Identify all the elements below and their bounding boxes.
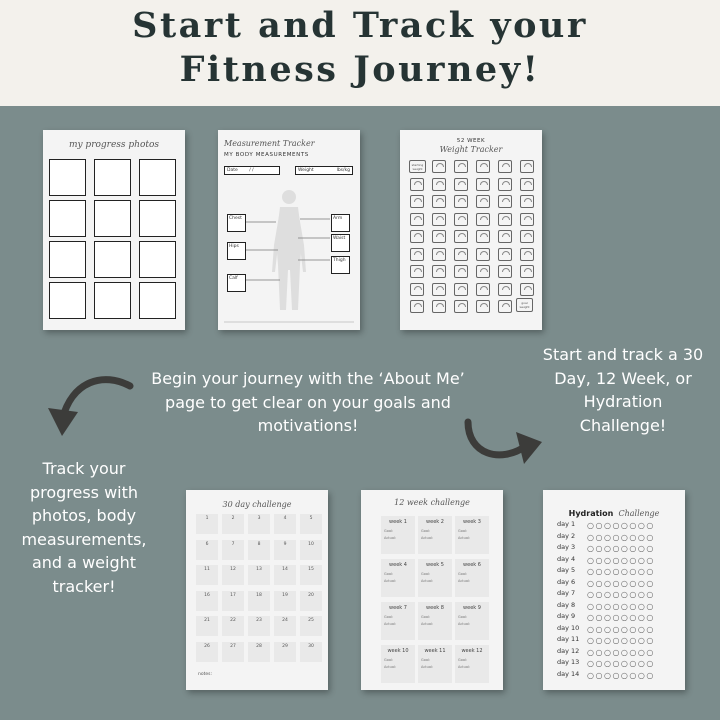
photo-frame [94, 159, 131, 196]
hydration-title-script: Challenge [618, 509, 660, 518]
hydration-day-label: day 4 [557, 554, 576, 563]
week-label: week 1 [389, 519, 407, 525]
photo-frame [139, 159, 176, 196]
photo-frame [94, 241, 131, 278]
curved-arrow-left-icon [44, 372, 144, 442]
day-cell: 26 [196, 642, 218, 662]
day-cell: 27 [222, 642, 244, 662]
day-cell: 22 [222, 616, 244, 636]
water-drops-icon: ○○○○○○○○ [587, 578, 655, 588]
hydration-row [557, 624, 682, 635]
goal-label: Goal: [384, 529, 394, 533]
week-label: week 12 [461, 648, 483, 654]
hydration-day-label: day 14 [557, 669, 580, 678]
scale-icon [454, 178, 468, 191]
day-cell: 18 [248, 591, 270, 611]
goal-weight-box [516, 298, 533, 312]
photo-frame [49, 241, 86, 278]
thigh-box [331, 256, 350, 274]
day-cell: 11 [196, 565, 218, 585]
starting-weight-box [409, 160, 426, 173]
hydration-day-label: day 7 [557, 589, 576, 597]
hydration-row [557, 612, 682, 623]
water-drops-icon: ○○○○○○○○ [587, 670, 655, 680]
scale-icon [498, 248, 512, 261]
actual-label: Actual: [458, 665, 471, 669]
goal-label: Goal: [421, 615, 431, 619]
scale-icon [432, 300, 446, 313]
actual-label: Actual: [384, 536, 397, 540]
date-label: Date [227, 168, 238, 173]
week-cell [455, 559, 489, 597]
week-label: week 4 [389, 562, 407, 568]
week-cell [418, 516, 452, 554]
day-cell: 12 [222, 565, 244, 585]
goal-label: Goal: [421, 658, 431, 662]
day-cell: 23 [248, 616, 270, 636]
hydration-day-label: day 11 [557, 635, 580, 643]
photo-frame [139, 241, 176, 278]
scale-icon [432, 230, 446, 243]
twelve-week-challenge-page [361, 490, 503, 690]
scale-icon [410, 195, 424, 208]
hydration-day-label: day 10 [557, 623, 580, 632]
scale-icon [410, 300, 424, 313]
scale-icon [454, 195, 468, 208]
day-cell: 10 [300, 540, 322, 560]
day-cell: 13 [248, 565, 270, 585]
hydration-row [557, 647, 682, 658]
photo-frame [49, 282, 86, 319]
about-me-caption: Begin your journey with the ‘About Me’ page to get clear on your goals and motivations! [151, 369, 465, 435]
calf-label: Calf [229, 276, 238, 281]
hydration-title-bold: Hydration [568, 509, 614, 518]
day-cell: 19 [274, 591, 296, 611]
hydration-row [557, 601, 682, 612]
hydration-title [543, 501, 685, 520]
week-label: week 3 [463, 519, 481, 525]
day-cell: 4 [274, 514, 296, 534]
scale-icon [520, 160, 534, 173]
waist-label: Waist [333, 236, 346, 241]
scale-icon [498, 300, 512, 313]
day-cell: 25 [300, 616, 322, 636]
water-drops-icon: ○○○○○○○○ [587, 601, 655, 611]
measurement-tracker-page [218, 130, 360, 330]
day-cell: 21 [196, 616, 218, 636]
scale-icon [432, 265, 446, 278]
goal-label: Goal: [458, 615, 468, 619]
day-cell: 9 [274, 540, 296, 560]
photo-frame [139, 282, 176, 319]
curved-arrow-right-icon [460, 412, 550, 472]
scale-icon [410, 248, 424, 261]
arm-box [331, 214, 350, 232]
scale-icon [454, 230, 468, 243]
goal-label: Goal: [421, 572, 431, 576]
goal-label: Goal: [384, 615, 394, 619]
scale-icon [454, 160, 468, 173]
actual-label: Actual: [458, 536, 471, 540]
week-cell [381, 645, 415, 683]
hydration-row [557, 658, 682, 669]
photo-frame [49, 200, 86, 237]
water-drops-icon: ○○○○○○○○ [587, 647, 655, 657]
actual-label: Actual: [421, 665, 434, 669]
weight-tracker-top: 52 WEEK [456, 138, 486, 144]
day-cell: 7 [222, 540, 244, 560]
weight-label: Weight [298, 168, 314, 173]
hydration-challenge-page [543, 490, 685, 690]
day-cell: 30 [300, 642, 322, 662]
water-drops-icon: ○○○○○○○○ [587, 613, 655, 622]
header-banner [0, 0, 720, 106]
week-cell [381, 559, 415, 597]
actual-label: Actual: [458, 579, 471, 583]
week-label: week 2 [426, 519, 444, 525]
scale-icon [454, 213, 468, 226]
scale-icon [432, 178, 446, 191]
day-cell: 24 [274, 616, 296, 636]
day-cell: 15 [300, 565, 322, 585]
scale-icon [410, 213, 424, 226]
photo-frame [94, 200, 131, 237]
day-cell: 16 [196, 591, 218, 611]
measurement-subtitle: MY BODY MEASUREMENTS [224, 152, 309, 158]
scale-icon [520, 195, 534, 208]
week-cell [455, 645, 489, 683]
page-title-line-1: Start and Track your [132, 5, 588, 46]
day-cell: 1 [196, 514, 218, 534]
week-label: week 6 [463, 562, 481, 568]
hydration-day-label: day 8 [557, 600, 576, 609]
scale-icon [454, 265, 468, 278]
track-progress-caption: Track your progress with photos, body measurements, and a weight tracker! [21, 459, 147, 596]
date-slashes: / / [249, 168, 254, 173]
scale-icon [498, 195, 512, 208]
challenges-caption: Start and track a 30 Day, 12 Week, or Hydration Challenge! [542, 345, 704, 435]
twelve-week-title: 12 week challenge [394, 498, 470, 507]
hydration-day-label: day 3 [557, 543, 576, 551]
day-cell: 8 [248, 540, 270, 560]
actual-label: Actual: [384, 579, 397, 583]
week-label: week 8 [426, 605, 444, 611]
weight-tracker-page [400, 130, 542, 330]
photo-frame [139, 200, 176, 237]
actual-label: Actual: [421, 579, 434, 583]
hydration-day-label: day 5 [557, 566, 576, 574]
photo-frame [49, 159, 86, 196]
scale-icon [498, 230, 512, 243]
scale-icon [476, 283, 490, 296]
scale-icon [520, 178, 534, 191]
scale-icon [498, 178, 512, 191]
week-cell [381, 516, 415, 554]
weight-tracker-script-title: Weight Tracker [439, 145, 503, 154]
hydration-day-label: day 13 [557, 658, 580, 666]
day-cell: 3 [248, 514, 270, 534]
scale-icon [498, 283, 512, 296]
week-cell [381, 602, 415, 640]
water-drops-icon: ○○○○○○○○ [587, 636, 655, 645]
hydration-row [557, 555, 682, 566]
actual-label: Actual: [421, 622, 434, 626]
hydration-row [557, 670, 682, 681]
week-cell [418, 559, 452, 597]
scale-icon [410, 178, 424, 191]
scale-icon [520, 230, 534, 243]
hydration-day-label: day 1 [557, 520, 576, 528]
starting-weight-label: starting weight [411, 163, 424, 171]
scale-icon [476, 160, 490, 173]
scale-icon [454, 300, 468, 313]
scale-icon [432, 213, 446, 226]
scale-icon [476, 230, 490, 243]
scale-icon [410, 283, 424, 296]
week-label: week 7 [389, 605, 407, 611]
scale-icon [454, 248, 468, 261]
day-cell: 29 [274, 642, 296, 662]
scale-icon [410, 230, 424, 243]
scale-icon [432, 195, 446, 208]
thigh-label: Thigh [333, 258, 346, 263]
scale-icon [476, 178, 490, 191]
water-drops-icon: ○○○○○○○○ [587, 555, 655, 565]
scale-icon [454, 283, 468, 296]
goal-label: Goal: [458, 529, 468, 533]
water-drops-icon: ○○○○○○○○ [587, 624, 655, 634]
hydration-row [557, 566, 682, 577]
week-cell [455, 602, 489, 640]
hips-box [227, 242, 246, 260]
chest-box [227, 214, 246, 232]
hydration-row [557, 578, 682, 589]
day-cell: 14 [274, 565, 296, 585]
thirty-day-challenge-page [186, 490, 328, 690]
day-cell: 5 [300, 514, 322, 534]
photo-frame [94, 282, 131, 319]
hydration-day-label: day 2 [557, 531, 576, 540]
water-drops-icon: ○○○○○○○○ [587, 567, 655, 576]
scale-icon [520, 265, 534, 278]
week-label: week 5 [426, 562, 444, 568]
week-label: week 10 [387, 648, 409, 654]
calf-box [227, 274, 246, 292]
page-title-line-2: Fitness Journey! [179, 49, 541, 90]
goal-label: Goal: [421, 529, 431, 533]
week-cell [418, 645, 452, 683]
scale-icon [520, 283, 534, 296]
scale-icon [476, 195, 490, 208]
scale-icon [498, 213, 512, 226]
goal-label: Goal: [384, 658, 394, 662]
week-cell [418, 602, 452, 640]
goal-weight-label: goal weight [519, 301, 530, 309]
progress-photos-title: my progress photos [68, 140, 160, 150]
scale-icon [498, 160, 512, 173]
hydration-day-label: day 12 [557, 646, 580, 655]
scale-icon [476, 213, 490, 226]
day-cell: 28 [248, 642, 270, 662]
hydration-row [557, 520, 682, 531]
actual-label: Actual: [384, 622, 397, 626]
notes-label: notes: [198, 672, 212, 677]
water-drops-icon: ○○○○○○○○ [587, 590, 655, 599]
water-drops-icon: ○○○○○○○○ [587, 521, 655, 530]
actual-label: Actual: [384, 665, 397, 669]
water-drops-icon: ○○○○○○○○ [587, 544, 655, 553]
hydration-row [557, 532, 682, 543]
scale-icon [520, 248, 534, 261]
goal-label: Goal: [384, 572, 394, 576]
weight-unit: lbs/kg [336, 168, 350, 173]
hydration-row [557, 635, 682, 646]
hips-label: Hips [229, 244, 239, 249]
scale-icon [476, 265, 490, 278]
week-label: week 9 [463, 605, 481, 611]
scale-icon [498, 265, 512, 278]
actual-label: Actual: [421, 536, 434, 540]
chest-label: Chest [229, 216, 242, 221]
arm-label: Arm [333, 216, 343, 221]
day-cell: 2 [222, 514, 244, 534]
waist-box [331, 234, 350, 252]
day-cell: 20 [300, 591, 322, 611]
hydration-row [557, 543, 682, 554]
hydration-day-label: day 9 [557, 612, 576, 620]
scale-icon [432, 283, 446, 296]
progress-photos-page [43, 130, 185, 330]
goal-label: Goal: [458, 572, 468, 576]
scale-icon [432, 160, 446, 173]
day-cell: 17 [222, 591, 244, 611]
goal-label: Goal: [458, 658, 468, 662]
scale-icon [476, 248, 490, 261]
day-cell: 6 [196, 540, 218, 560]
water-drops-icon: ○○○○○○○○ [587, 532, 655, 542]
hydration-day-label: day 6 [557, 577, 576, 586]
scale-icon [410, 265, 424, 278]
scale-icon [432, 248, 446, 261]
scale-icon [476, 300, 490, 313]
week-label: week 11 [424, 648, 446, 654]
measurement-script-title: Measurement Tracker [224, 139, 315, 148]
thirty-day-title: 30 day challenge [222, 500, 292, 509]
actual-label: Actual: [458, 622, 471, 626]
hydration-row [557, 589, 682, 600]
week-cell [455, 516, 489, 554]
water-drops-icon: ○○○○○○○○ [587, 659, 655, 668]
scale-icon [520, 213, 534, 226]
